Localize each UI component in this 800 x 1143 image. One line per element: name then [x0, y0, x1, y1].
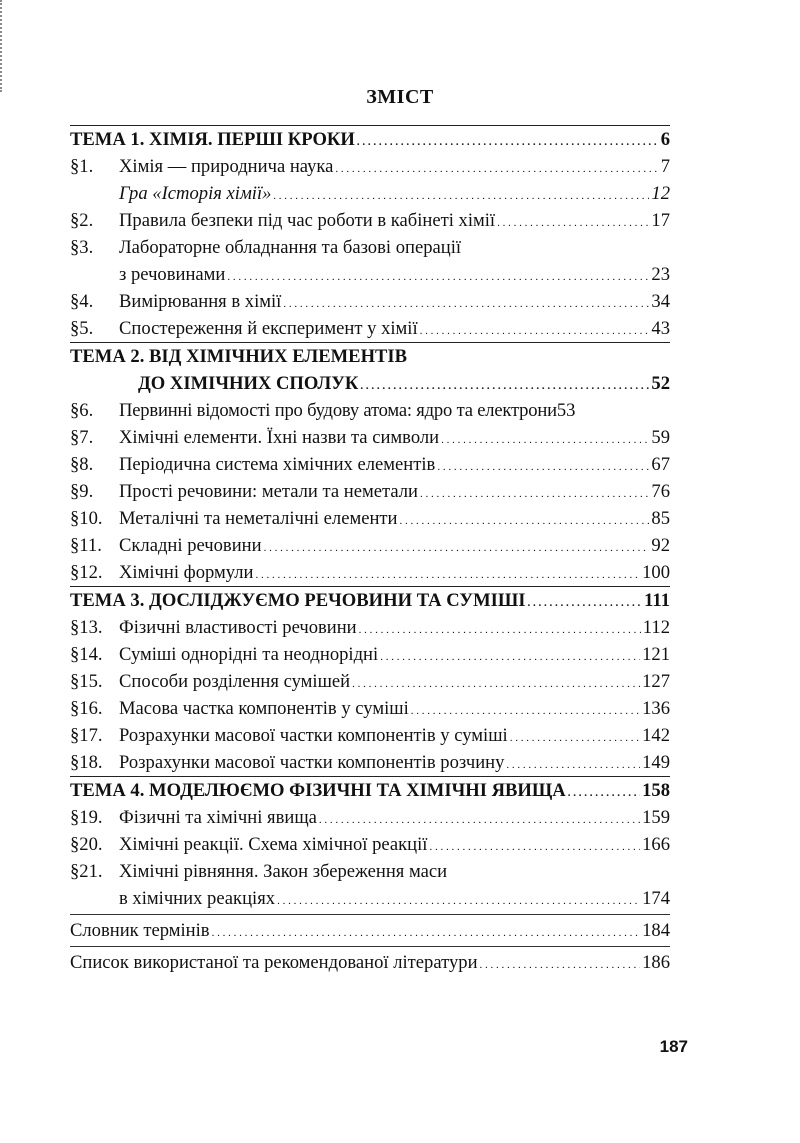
section-number: §4. — [70, 291, 94, 312]
section-title: Способи розділення сумішей — [119, 671, 351, 692]
section-number: §17. — [70, 725, 103, 746]
toc-entry-3-cont[interactable] — [70, 261, 670, 288]
page-number: 187 — [659, 1037, 688, 1056]
section-title: Спостереження й експеримент у хімії — [119, 318, 418, 339]
section-number: §16. — [70, 698, 103, 719]
topic-4-title: ТЕМА 4. МОДЕЛЮЄМО ФІЗИЧНІ ТА ХІМІЧНІ ЯВИЩА — [70, 780, 566, 801]
leader-dots — [357, 126, 659, 156]
section-number: §15. — [70, 671, 103, 692]
leader-dots — [283, 288, 649, 318]
leader-dots — [400, 505, 650, 535]
section-number: §11. — [70, 535, 102, 556]
toc-entry-14[interactable] — [70, 641, 670, 668]
leader-dots — [255, 559, 640, 589]
toc-entry-18[interactable] — [70, 749, 670, 776]
section-page: 136 — [642, 698, 670, 719]
section-page: 53 — [556, 400, 576, 421]
leader-dots — [380, 641, 640, 671]
section-number: §14. — [70, 644, 103, 665]
leader-dots — [352, 668, 640, 698]
leader-dots — [420, 315, 650, 345]
leader-dots — [277, 885, 640, 915]
toc-entry-16[interactable] — [70, 695, 670, 722]
toc-entry-10[interactable] — [70, 505, 670, 532]
section-title: Складні речовини — [119, 535, 262, 556]
section-page: 127 — [642, 671, 670, 692]
section-number: §3. — [70, 237, 94, 258]
toc-entry-17[interactable] — [70, 722, 670, 749]
topic-1-title: ТЕМА 1. ХІМІЯ. ПЕРШІ КРОКИ — [70, 129, 355, 150]
section-page: 159 — [642, 807, 670, 828]
section-page: 67 — [651, 454, 670, 475]
toc-entry-game[interactable] — [70, 180, 670, 207]
leader-dots — [510, 722, 640, 752]
section-title: Гра «Історія хімії» — [119, 183, 272, 204]
section-title: Хімічні елементи. Їхні назви та символи — [119, 427, 440, 448]
topic-3-page: 111 — [644, 590, 670, 611]
section-title: Правила безпеки під час роботи в кабінеті хімії — [119, 210, 496, 231]
section-number: §7. — [70, 427, 94, 448]
topic-3-title: ТЕМА 3. ДОСЛІДЖУЄМО РЕЧОВИНИ ТА СУМІШІ — [70, 590, 526, 611]
section-title: Вимірювання в хімії — [119, 291, 282, 312]
toc-entry-21[interactable] — [70, 858, 670, 885]
topic-2-page: 52 — [651, 373, 670, 394]
section-title: Фізичні властивості речовини — [119, 617, 357, 638]
section-title: Хімія — природнича наука — [119, 156, 334, 177]
topic-2-heading[interactable] — [70, 342, 670, 370]
section-number: §13. — [70, 617, 103, 638]
section-page: 100 — [642, 562, 670, 583]
leader-dots — [441, 424, 649, 454]
section-number: §5. — [70, 318, 94, 339]
toc-entry-3[interactable] — [70, 234, 670, 261]
section-number: §8. — [70, 454, 94, 475]
leader-dots — [506, 749, 640, 779]
references-title: Список використаної та рекомендованої літератури — [70, 952, 478, 973]
section-page: 23 — [651, 264, 670, 285]
toc-entry-glossary[interactable] — [70, 914, 670, 944]
section-page: 12 — [651, 183, 670, 204]
toc-entry-19[interactable] — [70, 804, 670, 831]
section-page: 149 — [642, 752, 670, 773]
section-page: 121 — [642, 644, 670, 665]
section-number: §9. — [70, 481, 94, 502]
section-title: Масова частка компонентів у суміші — [119, 698, 409, 719]
toc-entry-4[interactable] — [70, 288, 670, 315]
page-edge-dots — [0, 0, 6, 92]
topic-2-title: ТЕМА 2. ВІД ХІМІЧНИХ ЕЛЕМЕНТІВ — [70, 346, 408, 367]
section-number: §12. — [70, 562, 103, 583]
toc-entry-1[interactable] — [70, 153, 670, 180]
page-title: ЗМІСТ — [366, 86, 434, 108]
section-title: Фізичні та хімічні явища — [119, 807, 317, 828]
section-title: Розрахунки масової частки компонентів у суміші — [119, 725, 508, 746]
section-page: 34 — [651, 291, 670, 312]
section-page: 142 — [642, 725, 670, 746]
section-title: Розрахунки масової частки компонентів розчину — [119, 752, 505, 773]
section-number: §20. — [70, 834, 103, 855]
toc-entry-15[interactable] — [70, 668, 670, 695]
toc-entry-11[interactable] — [70, 532, 670, 559]
section-title: Прості речовини: метали та неметали — [119, 481, 418, 502]
leader-dots — [411, 695, 640, 725]
section-title-cont: з речовинами — [119, 264, 226, 285]
section-page: 174 — [642, 888, 670, 909]
toc-entry-8[interactable] — [70, 451, 670, 478]
leader-dots — [359, 614, 641, 644]
toc-entry-references[interactable] — [70, 946, 670, 976]
toc-entry-12[interactable] — [70, 559, 670, 586]
section-page: 17 — [651, 210, 670, 231]
leader-dots — [528, 587, 643, 617]
section-title: Металічні та неметалічні елементи — [119, 508, 398, 529]
section-title: Лабораторне обладнання та базові операції — [119, 237, 462, 258]
leader-dots — [273, 180, 649, 210]
toc-entry-20[interactable] — [70, 831, 670, 858]
section-title: Періодична система хімічних елементів — [119, 454, 436, 475]
section-title: Хімічні формули — [119, 562, 254, 583]
leader-dots — [264, 532, 650, 562]
references-page: 186 — [642, 952, 670, 973]
section-title-cont: в хімічних реакціях — [119, 888, 276, 909]
topic-4-page: 158 — [642, 780, 670, 801]
leader-dots — [227, 261, 649, 291]
topic-3-heading[interactable] — [70, 586, 670, 614]
section-title: Хімічні рівняння. Закон збереження маси — [119, 861, 448, 882]
leader-dots — [437, 451, 649, 481]
section-number: §6. — [70, 400, 94, 421]
topic-1-heading[interactable] — [70, 125, 670, 153]
section-page: 166 — [642, 834, 670, 855]
toc-entry-13[interactable] — [70, 614, 670, 641]
section-page: 59 — [651, 427, 670, 448]
section-number: §10. — [70, 508, 103, 529]
toc-entry-5[interactable] — [70, 315, 670, 342]
table-of-contents — [70, 125, 670, 976]
section-page: 85 — [651, 508, 670, 529]
glossary-title: Словник термінів — [70, 920, 210, 941]
section-title: Первинні відомості про будову атома: ядро та електрони — [119, 400, 557, 421]
leader-dots — [497, 207, 649, 237]
topic-4-heading[interactable] — [70, 776, 670, 804]
leader-dots — [420, 478, 649, 508]
section-title: Хімічні реакції. Схема хімічної реакції — [119, 834, 428, 855]
topic-1-page: 6 — [660, 129, 670, 150]
section-number: §21. — [70, 861, 103, 882]
section-number: §19. — [70, 807, 103, 828]
glossary-page: 184 — [642, 920, 670, 941]
section-number: §1. — [70, 156, 94, 177]
section-page: 76 — [651, 481, 670, 502]
leader-dots — [360, 370, 649, 400]
toc-entry-21-cont[interactable] — [70, 885, 670, 912]
toc-entry-7[interactable] — [70, 424, 670, 451]
leader-dots — [429, 831, 640, 861]
leader-dots — [568, 777, 640, 807]
toc-entry-2[interactable] — [70, 207, 670, 234]
leader-dots — [319, 804, 640, 834]
section-page: 92 — [651, 535, 670, 556]
section-title: Суміші однорідні та неоднорідні — [119, 644, 379, 665]
toc-entry-9[interactable] — [70, 478, 670, 505]
topic-2-title-cont: ДО ХІМІЧНИХ СПОЛУК — [138, 373, 359, 394]
section-page: 43 — [651, 318, 670, 339]
topic-2-heading-cont[interactable] — [70, 370, 670, 397]
section-page: 7 — [660, 156, 670, 177]
toc-entry-6[interactable] — [70, 397, 670, 424]
section-number: §18. — [70, 752, 103, 773]
leader-dots — [212, 917, 641, 947]
section-number: §2. — [70, 210, 94, 231]
leader-dots — [480, 949, 641, 979]
section-page: 112 — [642, 617, 670, 638]
leader-dots — [335, 153, 658, 183]
